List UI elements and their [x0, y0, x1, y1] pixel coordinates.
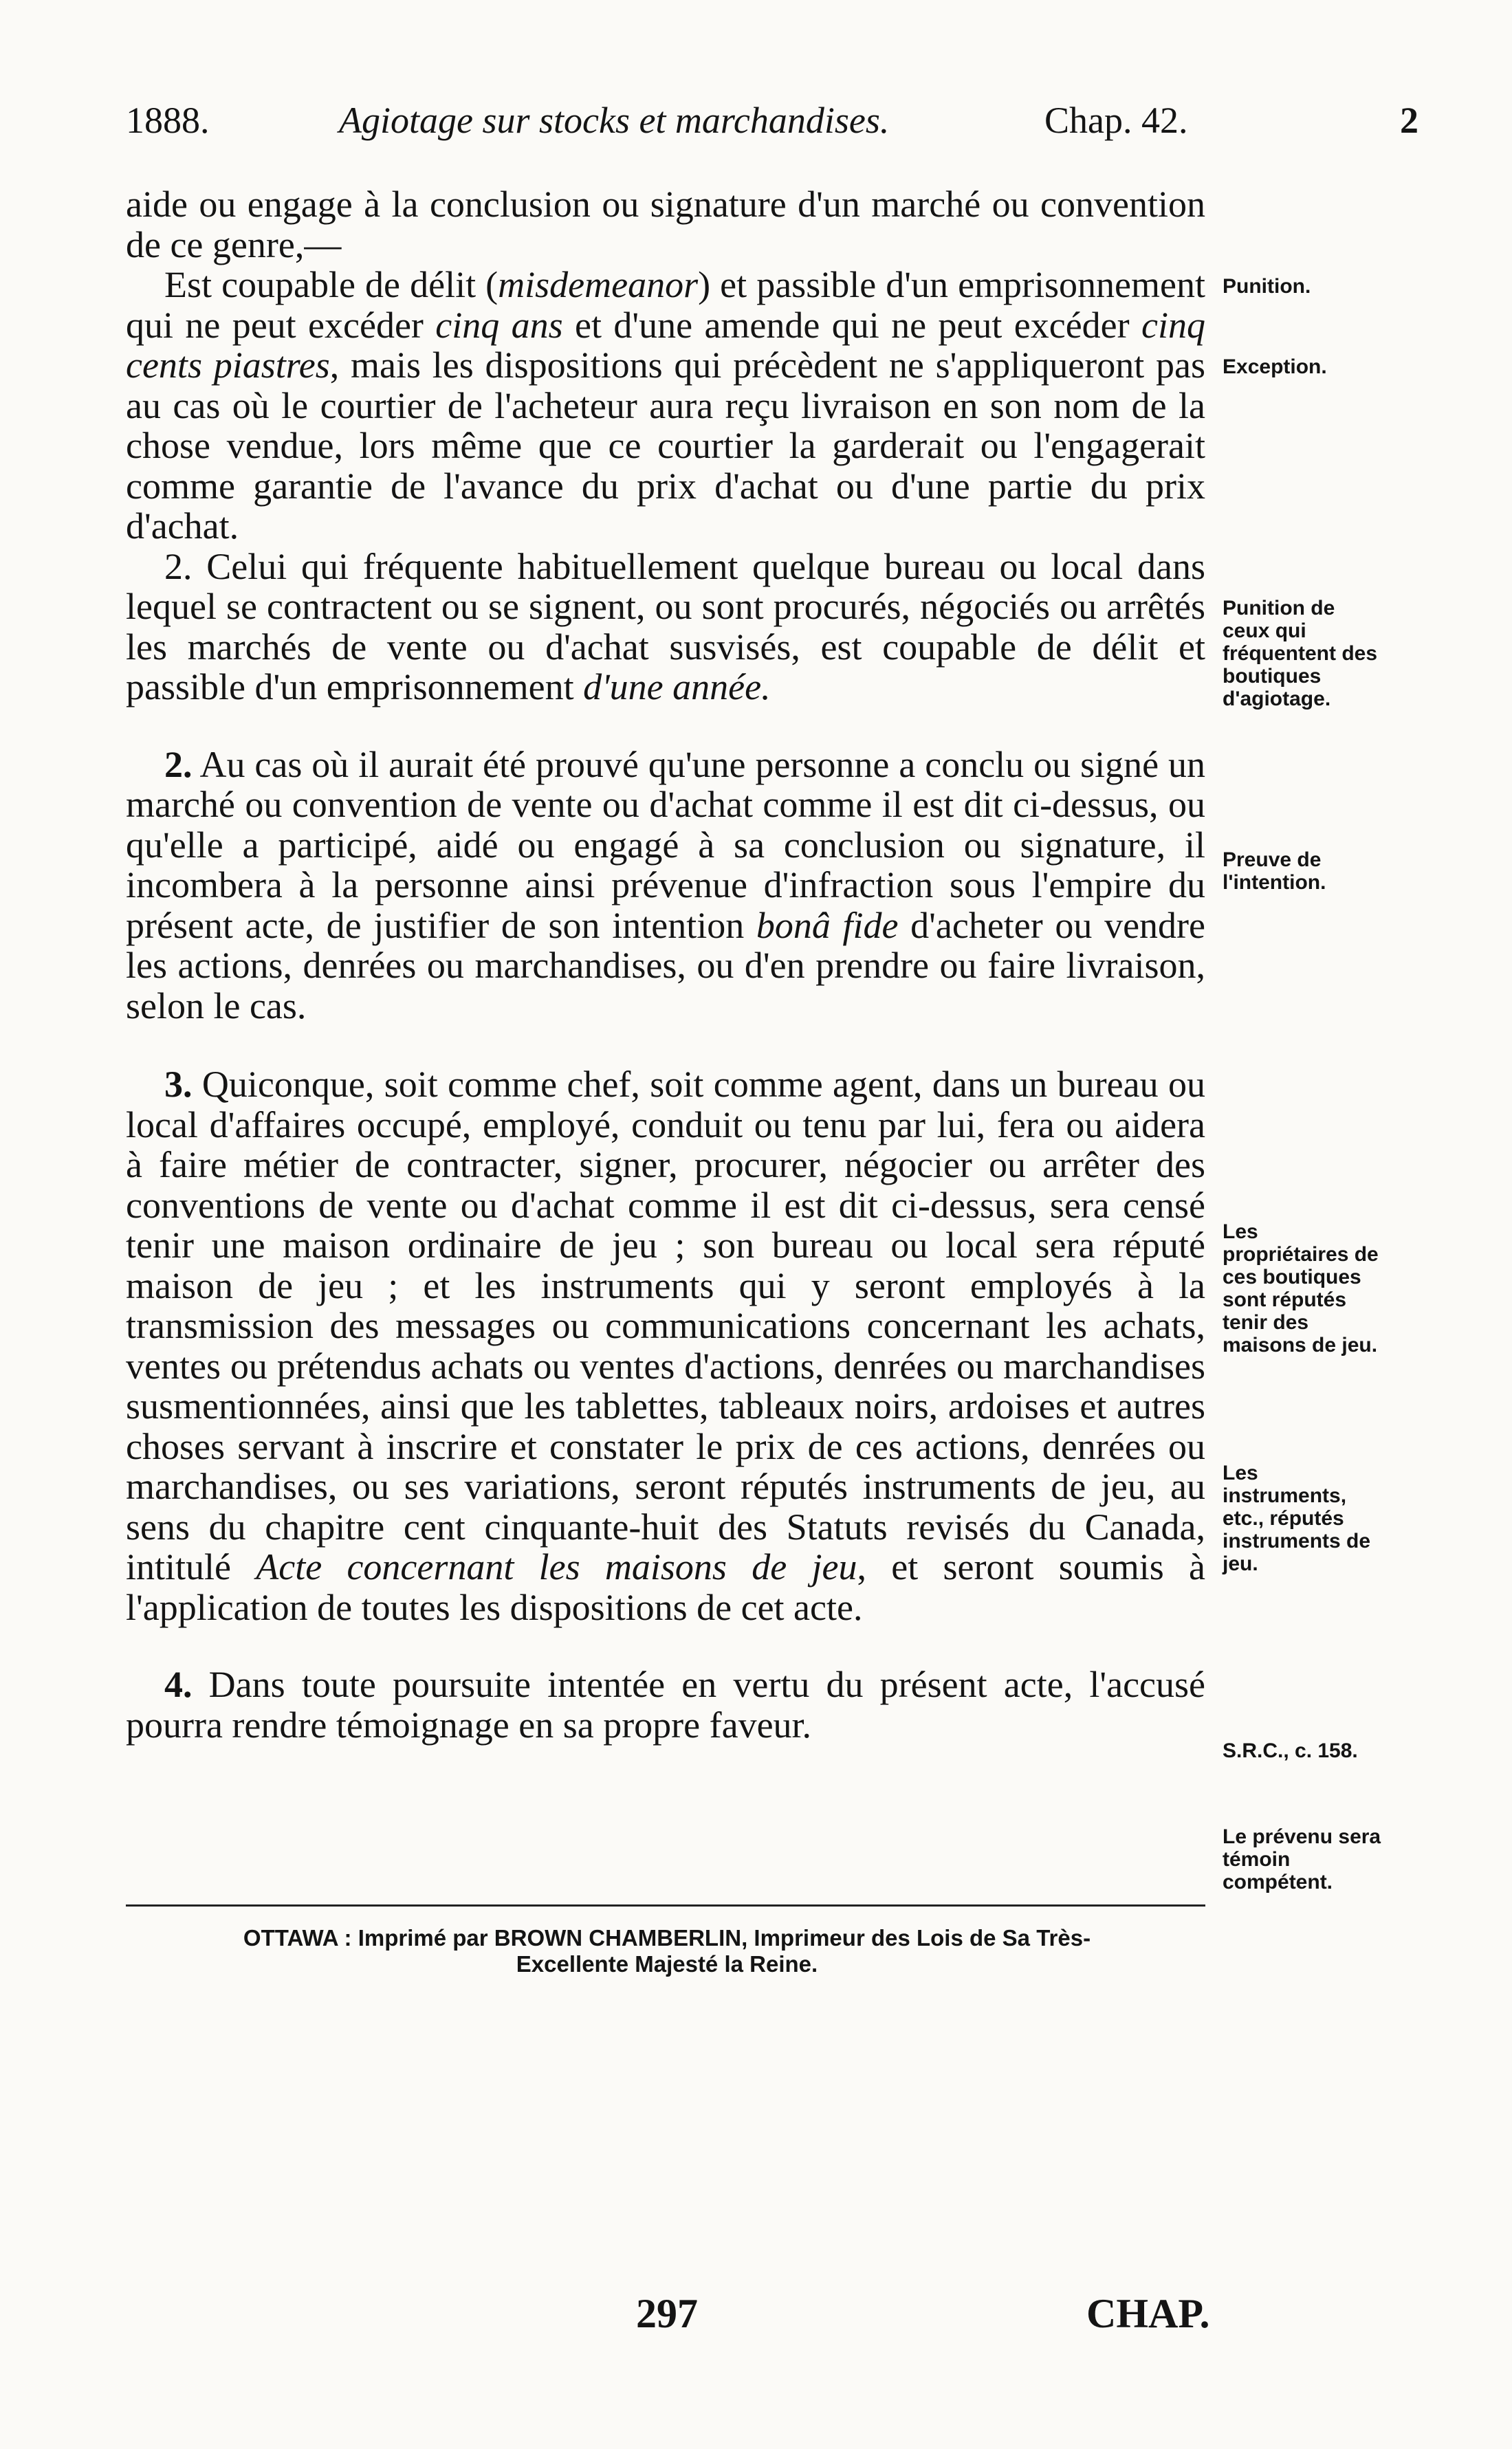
paragraph-subsection-2 — [126, 547, 1205, 707]
paragraph-continuation — [126, 184, 1205, 265]
page-number: 297 — [636, 2291, 698, 2336]
main-text — [126, 184, 1205, 1745]
margin-note-punition: Punition. — [1223, 275, 1311, 298]
section-2 — [126, 745, 1205, 1026]
italic-term: cinq cents piastres — [126, 304, 1205, 386]
header-page-number: 2 — [1400, 100, 1418, 141]
catchword: CHAP. — [1086, 2291, 1210, 2336]
text-segment: Au cas où il aurait été prouvé qu'une personne a conclu ou signé un marché ou convention de vente ou d'achat comme il est dit ci-dessus, ou qu'elle a participé, aidé ou engagé à sa conclusion ou signature, il incombera à la personne ainsi prévenue d'infraction sous l'empire du présent acte, de justifier de son intention — [126, 743, 1205, 946]
text-segment: aide ou engage à la conclusion ou signature d'un marché ou convention de ce genre,— — [126, 184, 1205, 265]
header-chapter: Chap. 42. — [1044, 100, 1188, 141]
printer-line-2: Excellente Majesté la Reine. — [516, 1951, 818, 1977]
paragraph-punishment — [126, 265, 1205, 547]
printer-imprint — [131, 1925, 1203, 1977]
header-title: Agiotage sur stocks et marchandises. — [339, 100, 890, 141]
section-number: 2. — [164, 743, 193, 785]
text-segment: d'acheter ou vendre les actions, denrées ou marchandises, ou d'en prendre ou faire livraison, selon le cas. — [126, 904, 1205, 1026]
running-header — [126, 93, 1418, 148]
margin-note-proprietaires: Les propriétaires de ces boutiques sont réputés tenir des maisons de jeu. — [1223, 1220, 1379, 1357]
text-segment: 2. Celui qui fréquente habituellement quelque bureau ou local dans lequel se contractent ou se signent, ou sont procurés, négociés ou arrêtés les marchés de vente ou d'achat susvisés, est coupable de délit et passible d'un emprisonnement — [126, 545, 1205, 707]
margin-note-punition-frequentent: Punition de ceux qui fréquentent des boutiques d'agiotage. — [1223, 597, 1378, 710]
text-segment: Quiconque, soit comme chef, soit comme agent, dans un bureau ou local d'affaires occupé, employé, conduit ou tenu par lui, fera ou aidera à faire métier de contracter, signer, procurer, négocier ou arrêter des conventions de vente ou d'achat comme il est dit ci-dessus, sera censé tenir une maison ordinaire de jeu ; son bureau ou local sera réputé maison de jeu ; et les instruments qui y seront employés à la transmission des messages ou communications concernant les achats, ventes ou prétendus achats ou ventes d'actions, denrées ou marchandises susmentionnées, ainsi que les tablettes, tableaux noirs, ardoises et autres choses servant à inscrire et constater le prix de ces actions, denrées ou marchandises, ou ses variations, seront réputés instruments de jeu, au sens du chapitre cent cinquante-huit des Statuts revisés du Canada, intitulé — [126, 1064, 1205, 1588]
margin-note-src: S.R.C., c. 158. — [1223, 1739, 1358, 1762]
section-3 — [126, 1064, 1205, 1627]
section-number: 4. — [164, 1664, 193, 1705]
footer-rule — [126, 1904, 1205, 1907]
margin-note-prevenu: Le prévenu sera témoin compétent. — [1223, 1825, 1381, 1893]
margin-note-exception: Exception. — [1223, 355, 1327, 378]
text-segment: , et seront soumis à l'application de toutes les dispositions de cet acte. — [126, 1546, 1205, 1628]
printer-line-1: OTTAWA : Imprimé par BROWN CHAMBERLIN, Imprimeur des Lois de Sa Très- — [243, 1925, 1091, 1951]
italic-term: bonâ fide — [756, 904, 899, 946]
text-segment: et d'une amende qui ne peut excéder — [562, 304, 1142, 346]
header-year: 1888. — [126, 100, 210, 141]
text-segment: Dans toute poursuite intentée en vertu du présent acte, l'accusé pourra rendre témoignage en sa propre faveur. — [126, 1664, 1205, 1746]
section-4 — [126, 1665, 1205, 1745]
margin-note-instruments: Les instruments, etc., réputés instruments de jeu. — [1223, 1462, 1371, 1575]
italic-term: Acte concernant les maisons de jeu — [256, 1546, 857, 1588]
italic-term: d'une année. — [583, 666, 771, 707]
italic-term: misdemeanor — [498, 264, 699, 305]
section-number: 3. — [164, 1064, 193, 1105]
italic-term: cinq ans — [435, 304, 563, 346]
margin-note-preuve: Preuve de l'intention. — [1223, 848, 1326, 894]
text-segment: , mais les dispositions qui précèdent ne s'appliqueront pas au cas où le courtier de l'acheteur aura reçu livraison en son nom de la chose vendue, lors même que ce courtier la garderait ou l'engagerait comme garantie de l'avance du prix d'achat ou d'une partie du prix d'achat. — [126, 344, 1205, 547]
text-segment: Est coupable de délit ( — [164, 264, 498, 305]
text-segment: ) et passible d'un emprisonnement qui ne peut excéder — [126, 264, 1205, 346]
